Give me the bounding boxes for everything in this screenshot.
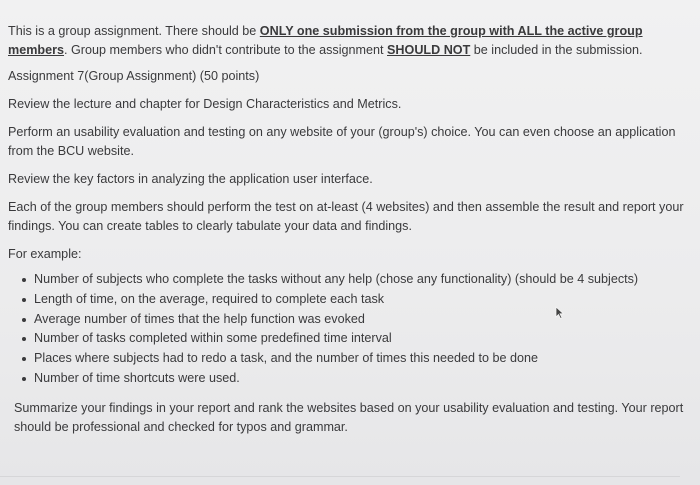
summary-text: Summarize your findings in your report and rank the websites based on your usability evaluation and testing. Your report should be professional and checked for typos and grammar. bbox=[14, 400, 684, 434]
list-item bbox=[22, 310, 684, 330]
list-item-text: Number of tasks completed within some predefined time interval bbox=[34, 331, 392, 346]
bullet-icon bbox=[22, 337, 26, 341]
bullet-icon bbox=[22, 278, 26, 282]
intro-emphasis-submission: ONLY one submission from the group with ALL the active group members bbox=[8, 24, 643, 57]
for-example-label: For example: bbox=[8, 247, 82, 261]
perform-evaluation-text: Perform an usability evaluation and testing on any website of your (group's) choice. You can even choose an application from the BCU website. bbox=[8, 125, 676, 158]
list-item bbox=[22, 329, 684, 349]
divider bbox=[0, 476, 680, 477]
intro-text-1: This is a group assignment. There should be bbox=[8, 24, 260, 38]
bullet-icon bbox=[22, 298, 26, 302]
list-item-text: Number of subjects who complete the tasks without any help (chose any functionality) (should be 4 subjects) bbox=[34, 272, 639, 286]
list-item-text: Average number of times that the help function was evoked bbox=[34, 311, 365, 326]
intro-text-3: be included in the submission. bbox=[470, 43, 643, 57]
list-item bbox=[22, 349, 684, 369]
list-item bbox=[22, 369, 684, 389]
review-lecture-text: Review the lecture and chapter for Design Characteristics and Metrics. bbox=[8, 97, 402, 111]
group-members-text: Each of the group members should perform the test on at-least (4 websites) and then assemble the result and report your findings. You can create tables to clearly tabulate your data and findings. bbox=[8, 200, 684, 233]
list-item bbox=[22, 270, 684, 290]
list-item-text: Number of time shortcuts were used. bbox=[34, 370, 240, 385]
list-item-text: Length of time, on the average, required to complete each task bbox=[34, 291, 385, 306]
intro-paragraph bbox=[8, 22, 684, 60]
bullet-icon bbox=[22, 357, 26, 361]
intro-text-2: . Group members who didn't contribute to the assignment bbox=[64, 43, 388, 57]
review-factors-text: Review the key factors in analyzing the application user interface. bbox=[8, 172, 373, 186]
list-item-text: Places where subjects had to redo a task, and the number of times this needed to be done bbox=[34, 351, 539, 366]
list-item bbox=[22, 290, 684, 310]
mouse-pointer-icon bbox=[555, 306, 565, 324]
assignment-title: Assignment 7(Group Assignment) (50 points) bbox=[8, 69, 260, 83]
metrics-list bbox=[8, 270, 684, 389]
bullet-icon bbox=[22, 377, 26, 381]
intro-emphasis-should-not: SHOULD NOT bbox=[387, 43, 471, 57]
bullet-icon bbox=[22, 318, 26, 322]
